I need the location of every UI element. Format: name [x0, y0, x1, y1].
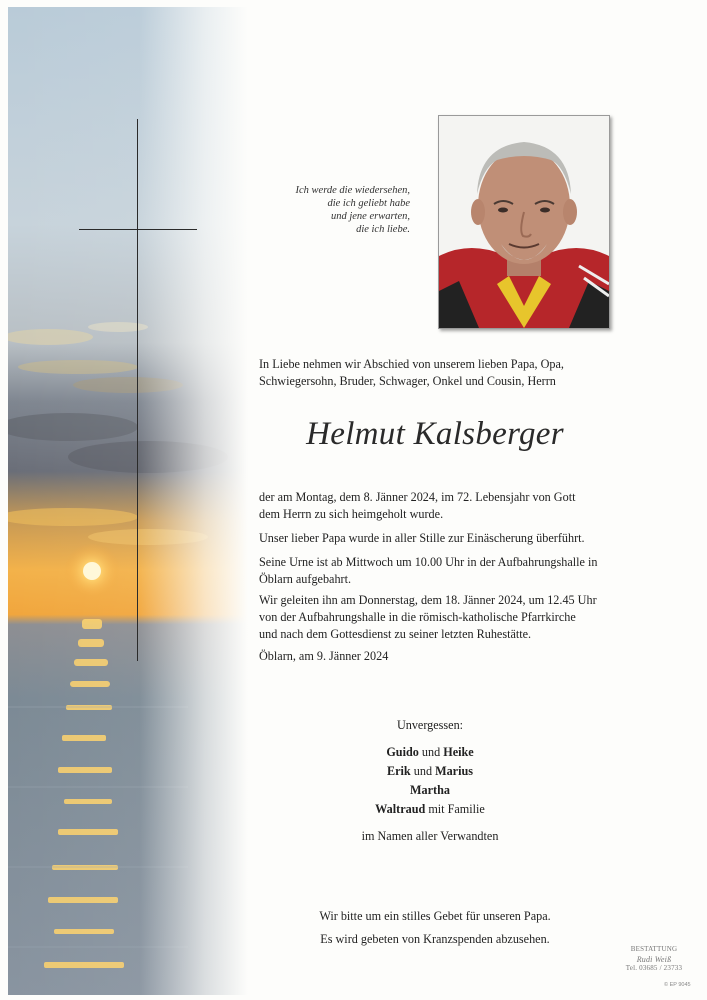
memorial-quote: [250, 184, 410, 236]
mourner-name: Erik: [387, 764, 411, 778]
mourners-heading: Unvergessen:: [396, 718, 464, 732]
notice-line: der am Montag, dem 8. Jänner 2024, im 72. Lebensjahr von Gott: [259, 490, 576, 504]
mourner-row: [300, 762, 560, 781]
quote-line: die ich geliebt habe: [327, 198, 410, 209]
stamp-phone: Tel. 03685 / 23733: [625, 964, 683, 972]
notice-line: Wir geleiten ihn am Donnerstag, dem 18. Jänner 2024, um 12.45 Uhr: [259, 593, 597, 607]
mourner-connector: und: [410, 764, 436, 778]
mourner-connector: und: [418, 745, 444, 759]
cross-horizontal-line: [79, 229, 197, 230]
place-date-text: Öblarn, am 9. Jänner 2024: [259, 649, 389, 663]
mourner-row: [300, 800, 560, 819]
wreath-request: Es wird gebeten von Kranzspenden abzusehen.: [320, 932, 550, 946]
stamp-owner: Rudi Weiß: [636, 954, 672, 964]
notice-line: Unser lieber Papa wurde in aller Stille zur Einäscherung überführt.: [259, 531, 585, 545]
mourner-name: Martha: [410, 783, 450, 797]
sunset-sea-image: [8, 7, 248, 995]
mourner-row: [300, 781, 560, 800]
funeral-home-stamp: [614, 945, 694, 974]
cremation-paragraph: [259, 530, 619, 547]
notice-line: Öblarn aufgebahrt.: [259, 572, 352, 586]
closing-requests: [300, 905, 570, 951]
mourners-closing: im Namen aller Verwandten: [361, 829, 499, 843]
mourner-name: Guido: [386, 745, 419, 759]
mourner-name: Waltraud: [375, 802, 426, 816]
notice-line: dem Herrn zu sich heimgeholt wurde.: [259, 507, 444, 521]
intro-line: Schwiegersohn, Bruder, Schwager, Onkel und Cousin, Herrn: [259, 374, 556, 388]
urn-viewing-paragraph: [259, 554, 619, 588]
quote-line: die ich liebe.: [356, 224, 410, 235]
print-code: © EP 9045: [664, 982, 691, 988]
prayer-request: Wir bitte um ein stilles Gebet für unseren Papa.: [319, 909, 551, 923]
portrait-image: [439, 116, 609, 328]
quote-line: und jene erwarten,: [330, 211, 410, 222]
notice-line: und nach dem Gottesdienst zu seiner letzten Ruhestätte.: [259, 627, 532, 641]
portrait-photo: [438, 115, 610, 329]
stamp-title: BESTATTUNG: [630, 945, 678, 953]
notice-line: Seine Urne ist ab Mittwoch um 10.00 Uhr in der Aufbahrungshalle in: [259, 555, 598, 569]
deceased-name: Helmut Kalsberger: [306, 416, 564, 452]
mourner-connector: mit Familie: [425, 802, 485, 816]
mourner-name: Heike: [443, 745, 474, 759]
notice-line: von der Aufbahrungshalle in die römisch-katholische Pfarrkirche: [259, 610, 576, 624]
funeral-service-paragraph: [259, 592, 619, 643]
mourners-list: [300, 716, 560, 846]
place-and-date: [259, 648, 619, 665]
quote-line: Ich werde die wiedersehen,: [295, 185, 410, 196]
cross-vertical-line: [137, 119, 138, 661]
death-notice-paragraph: [259, 489, 619, 523]
mourner-row: [300, 743, 560, 762]
mourner-name: Marius: [435, 764, 473, 778]
farewell-intro: [259, 356, 619, 390]
intro-line: In Liebe nehmen wir Abschied von unserem lieben Papa, Opa,: [259, 357, 564, 371]
